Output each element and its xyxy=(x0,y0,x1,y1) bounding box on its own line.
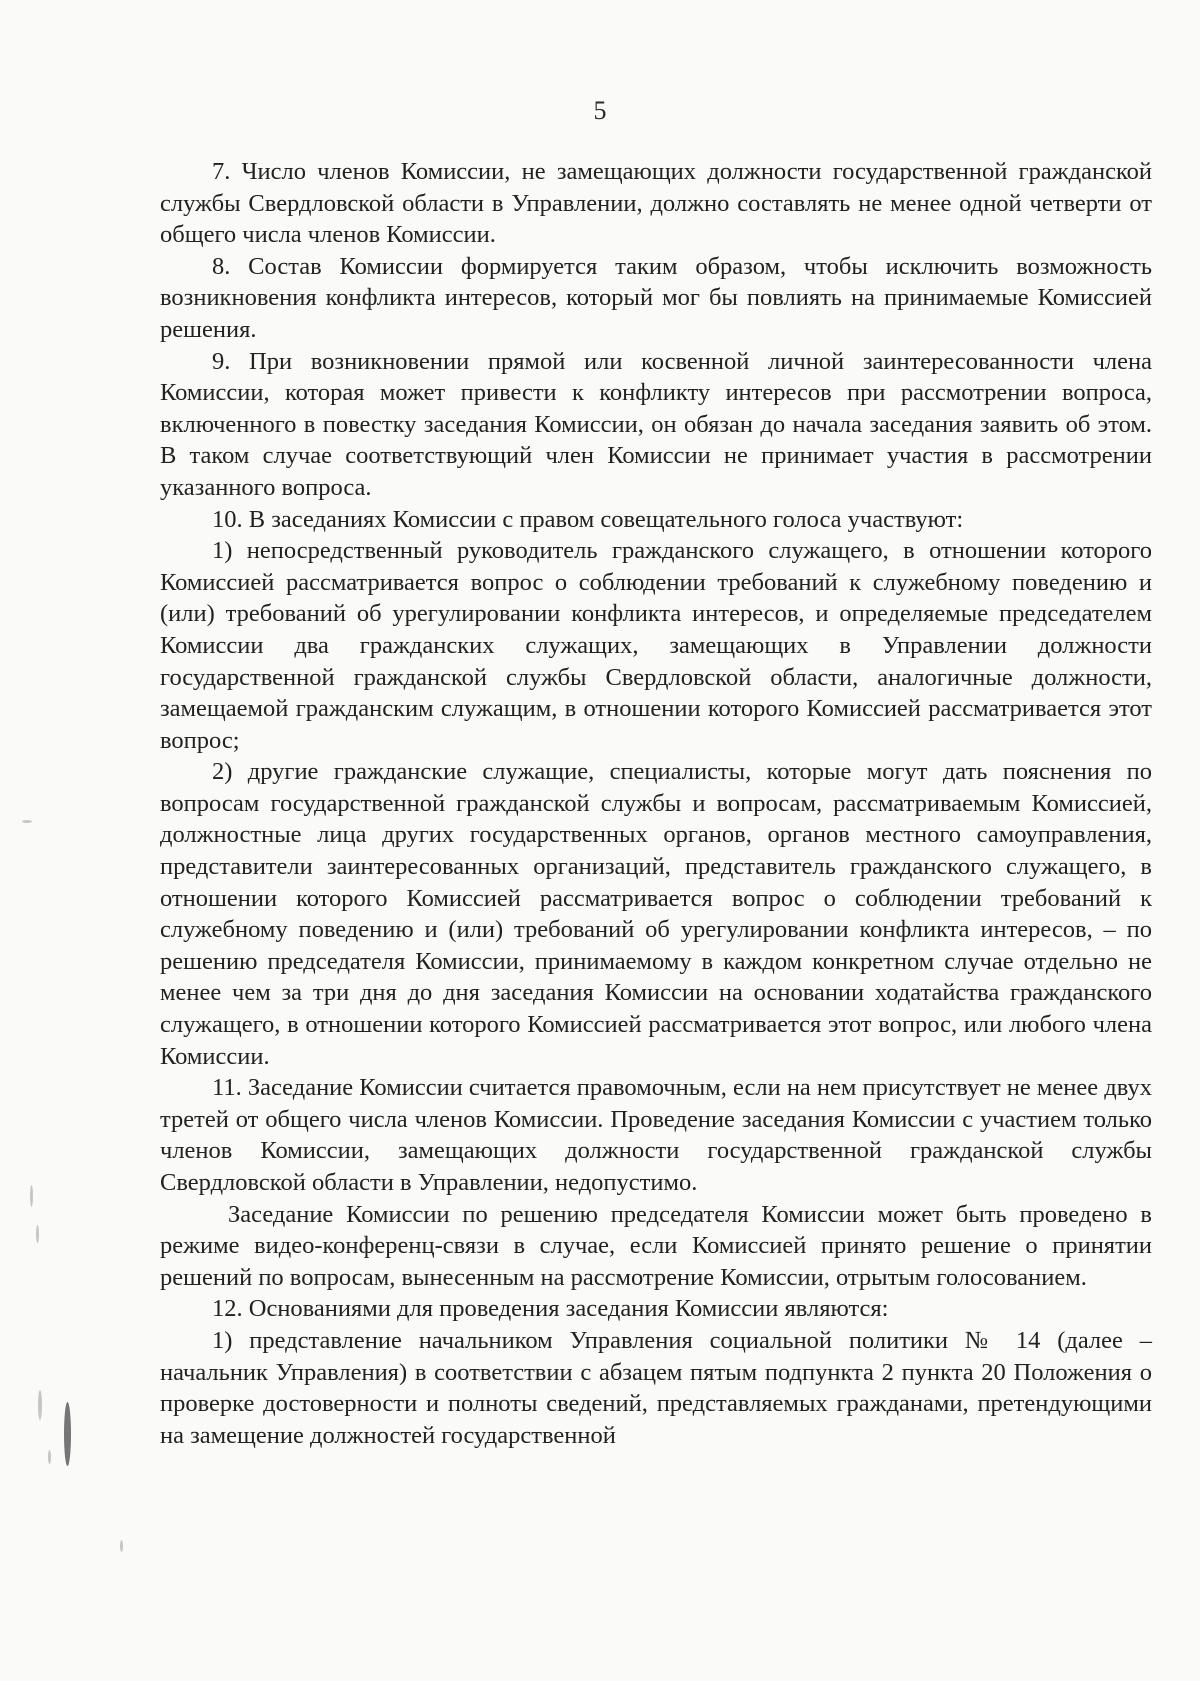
paragraph-11: 11. Заседание Комиссии считается правомочным, если на нем присутствует не менее двух третей от общего числа членов Комиссии. Проведение заседания Комиссии с участием только членов Комиссии, замещающих должности государственной гражданской службы Свердловской области в Управлении, недопустимо. xyxy=(160,1074,1152,1196)
paragraph-12: 12. Основаниями для проведения заседания Комиссии являются: xyxy=(212,1295,889,1323)
scan-speck xyxy=(64,1402,71,1466)
scan-speck xyxy=(38,1390,42,1420)
scan-speck xyxy=(36,1225,39,1243)
paragraph-10: 10. В заседаниях Комиссии с правом совещательного голоса участвуют: xyxy=(212,505,964,533)
paragraph-10-item-2: 2) другие гражданские служащие, специалисты, которые могут дать пояснения по вопросам государственной гражданской службы и вопросам, рассматриваемым Комиссией, должностные лица других государственных органов, органов местного самоуправления, представители заинтересованных организаций, представитель гражданского служащего, в отношении которого Комиссией рассматривается вопрос о соблюдении требований к служебному поведению и (или) требований об урегулировании конфликта интересов, – по решению председателя Комиссии, принимаемому в каждом конкретном случае отдельно не менее чем за три дня до дня заседания Комиссии на основании ходатайства гражданского служащего, в отношении которого Комиссией рассматривается этот вопрос, или любого члена Комиссии. xyxy=(160,758,1152,1070)
paragraph-8: 8. Состав Комиссии формируется таким образом, чтобы исключить возможность возникновения конфликта интересов, который мог бы повлиять на принимаемые Комиссией решения. xyxy=(160,252,1152,343)
scan-speck xyxy=(120,1540,123,1552)
document-body xyxy=(160,156,1152,1451)
scan-speck xyxy=(22,820,32,823)
paragraph-12-item-1: 1) представление начальником Управления социальной политики № 14 (далее – начальник Управления) в соответствии с абзацем пятым подпункта 2 пункта 20 Положения о проверке достоверности и полноты сведений, представляемых гражданами, претендующими на замещение должностей государственной xyxy=(160,1326,1152,1449)
page-number: 5 xyxy=(593,96,607,125)
scan-speck xyxy=(30,1185,33,1207)
paragraph-11-video-conference: Заседание Комиссии по решению председателя Комиссии может быть проведено в режиме видео-конференц-связи в случае, если Комиссией принято решение о принятии решений по вопросам, вынесенным на рассмотрение Комиссии, отрытым голосованием. xyxy=(160,1200,1152,1291)
paragraph-9: 9. При возникновении прямой или косвенной личной заинтересованности члена Комиссии, которая может привести к конфликту интересов при рассмотрении вопроса, включенного в повестку заседания Комиссии, он обязан до начала заседания заявить об этом. В таком случае соответствующий член Комиссии не принимает участия в рассмотрении указанного вопроса. xyxy=(160,347,1152,501)
paragraph-7: 7. Число членов Комиссии, не замещающих должности государственной гражданской службы Свердловской области в Управлении, должно составлять не менее одной четверти от общего числа членов Комиссии. xyxy=(160,158,1152,249)
paragraph-10-item-1: 1) непосредственный руководитель гражданского служащего, в отношении которого Комиссией рассматривается вопрос о соблюдении требований к служебному поведению и (или) требований об урегулировании конфликта интересов, и определяемые председателем Комиссии два гражданских служащих, замещающих в Управлении должности государственной гражданской службы Свердловской области, аналогичные должности, замещаемой гражданским служащим, в отношении которого Комиссией рассматривается этот вопрос; xyxy=(160,537,1152,754)
scan-speck xyxy=(48,1450,51,1464)
